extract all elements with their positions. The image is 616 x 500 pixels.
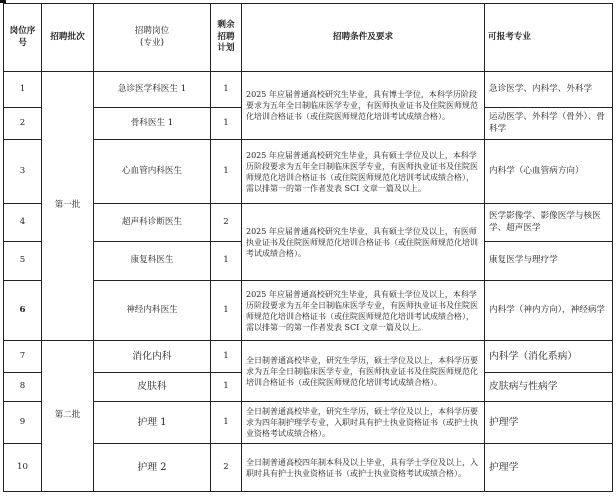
row-majors: 护理学 — [485, 402, 613, 444]
row-plan: 1 — [211, 402, 242, 444]
row-plan: 1 — [211, 373, 242, 402]
row-no: 4 — [4, 204, 42, 242]
row-no: 2 — [4, 108, 42, 140]
table-row — [4, 402, 613, 444]
header-position: 招聘岗位 (专业) — [94, 4, 211, 72]
row-plan: 2 — [211, 204, 242, 242]
row-no: 8 — [4, 373, 42, 402]
row-plan: 1 — [211, 281, 242, 341]
row-no: 9 — [4, 402, 42, 444]
row-position: 皮肤科 — [94, 373, 211, 402]
row-requirements: 2025 年应届普通高校研究生毕业，具有硕士学位及以上，本科学历阶段要求为五年全日制临床医学专业，有医师执业证书及住院医师规范化培训合格证书（或住院医师规范化培训考试成绩合格），需以排第一的第一作者发表 SCI 文章一篇及以上。 — [242, 140, 485, 204]
row-no: 5 — [4, 242, 42, 281]
row-requirements: 2025 年应届普通高校研究生毕业，具有硕士学位及以上，本科学历阶段要求为五年全日制临床医学专业，有医师执业证书及住院医师规范化培训合格证书（或住院医师规范化培训考试成绩合格），需以排第一的第一作者发表 SCI 文章一篇及以上。 — [242, 281, 485, 341]
table-row — [4, 204, 613, 242]
row-majors: 皮肤病与性病学 — [485, 373, 613, 402]
row-position: 护理 2 — [94, 444, 211, 492]
table-row — [4, 281, 613, 341]
table-row — [4, 72, 613, 108]
row-requirements: 全日制普通高校毕业，研究生学历，硕士学位及以上，本科学历要求为四年制护理学专业，入职时具有护士执业资格证书（或护士执业资格考试成绩合格）。 — [242, 402, 485, 444]
row-requirements: 全日制普通高校毕业，研究生学历，硕士学位及以上，本科学历要求为五年全日制临床医学专业，有医师执业证书及住院医师规范化培训合格证书（或住院医师规范化培训考试成绩合格）。 — [242, 341, 485, 402]
row-majors: 内科学（心血管病方向） — [485, 140, 613, 204]
row-position: 急诊医学科医生 1 — [94, 72, 211, 108]
row-no: 1 — [4, 72, 42, 108]
row-position: 护理 1 — [94, 402, 211, 444]
row-requirements: 2025 年应届普通高校研究生毕业，具有硕士学位及以上，有医师执业证书及住院医师规范化培训合格证书（或住院医师规范化培训考试成绩合格）。 — [242, 204, 485, 281]
header-no: 岗位序号 — [4, 4, 42, 72]
row-position: 超声科诊断医生 — [94, 204, 211, 242]
row-majors: 急诊医学、内科学、外科学 — [485, 72, 613, 108]
row-no: 6 — [4, 281, 42, 341]
row-plan: 1 — [211, 108, 242, 140]
header-majors: 可报考专业 — [485, 4, 613, 72]
batch-cell: 第一批 — [42, 72, 94, 341]
row-plan: 1 — [211, 72, 242, 108]
table-row — [4, 444, 613, 492]
row-position: 骨科医生 1 — [94, 108, 211, 140]
header-batch: 招聘批次 — [42, 4, 94, 72]
row-position: 心血管内科医生 — [94, 140, 211, 204]
recruitment-table — [3, 3, 613, 492]
row-plan: 1 — [211, 140, 242, 204]
row-position: 消化内科 — [94, 341, 211, 373]
header-requirements: 招聘条件及要求 — [242, 4, 485, 72]
row-no: 10 — [4, 444, 42, 492]
header-plan: 剩余招聘计划 — [211, 4, 242, 72]
row-majors: 护理学 — [485, 444, 613, 492]
row-no: 3 — [4, 140, 42, 204]
row-majors: 康复医学与理疗学 — [485, 242, 613, 281]
table-header-row — [4, 4, 613, 72]
row-position: 康复科医生 — [94, 242, 211, 281]
table-row — [4, 341, 613, 373]
row-plan: 1 — [211, 242, 242, 281]
row-requirements: 全日制普通高校四年制本科及以上毕业，具有学士学位及以上，入职时具有护士执业资格证书（或护士执业资格考试成绩合格）。 — [242, 444, 485, 492]
row-requirements: 2025 年应届普通高校研究生毕业，具有博士学位，本科学历阶段要求为五年全日制临床医学专业，有医师执业证书及住院医师规范化培训合格证书（或住院医师规范化培训考试成绩合格）。 — [242, 72, 485, 140]
row-position: 神经内科医生 — [94, 281, 211, 341]
table-row — [4, 140, 613, 204]
row-no: 7 — [4, 341, 42, 373]
row-majors: 医学影像学、影像医学与核医学、超声医学 — [485, 204, 613, 242]
row-plan: 1 — [211, 341, 242, 373]
row-plan: 2 — [211, 444, 242, 492]
row-majors: 运动医学、外科学（骨外）、骨科学 — [485, 108, 613, 140]
row-majors: 内科学（消化系病） — [485, 341, 613, 373]
batch-cell: 第二批 — [42, 341, 94, 492]
row-majors: 内科学（神内方向），神经病学 — [485, 281, 613, 341]
